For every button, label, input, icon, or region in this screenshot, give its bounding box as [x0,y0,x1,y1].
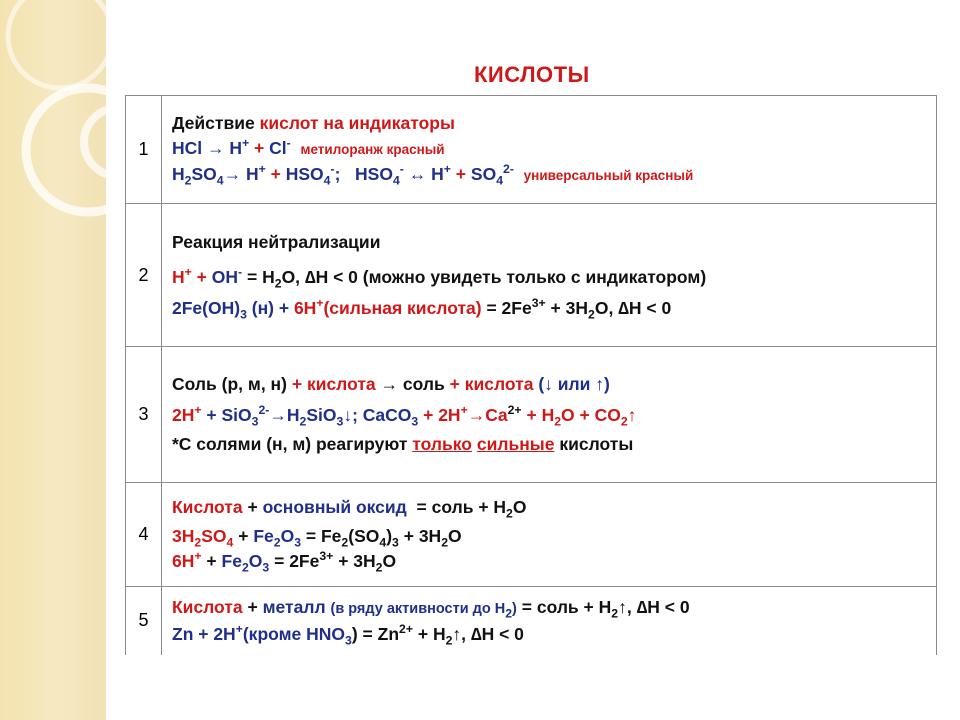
slide-title: КИСЛОТЫ [474,62,590,87]
row-number: 4 [126,483,162,587]
row-content [162,96,937,204]
row-line: *С солями (н, м) реагируют только сильные кислоты [172,434,634,454]
row-line: Действие кислот на индикаторы [172,113,455,133]
table-row [126,96,937,204]
table-row [126,347,937,483]
table-row [126,204,937,347]
row-number: 1 [126,96,162,204]
row-content [162,204,937,347]
row-line: HCl → H+ + Cl- метилоранж красный [172,136,445,158]
row-content [162,483,937,587]
row-line: Zn + 2H+(кроме $HNO_3) = Zn^{2+}$ + $H_2↑$, ∆H < 0 [172,621,524,648]
row-number: 2 [126,204,162,347]
row-number: 3 [126,347,162,483]
row-line: Кислота + основный оксид = соль + $H_2O$ [172,497,527,521]
row-line: $H^+ + OH^- = H_2O$, ∆H < 0 (можно увидеть только с индикатором) [172,264,707,290]
row-content [162,347,937,483]
row-line: Кислота + металл (в ряду активности до $H_2$) = соль + $H_2↑$, ∆H < 0 [172,596,690,621]
row-line: Реакция нейтрализации [172,231,381,252]
row-number: 5 [126,587,162,655]
row-line: $2H^+ + SiO_3^{2-}\to H_2SiO_3↓$; CaCO$_3$ + $2H^+\to Ca^{2+} + H_2O$ + $CO_2↑$ [172,403,637,429]
table-row [126,587,937,655]
row-line: $H_2SO_4\to H^+ + HSO_4^-$; $HSO_4^-$ ↔ $H^+ + SO_4^{2-}$ универсальный красный [172,162,694,188]
row-content [162,587,937,655]
row-line: $3H_2SO_4 + Fe_2O_3 = Fe_2(SO_4)_3 + 3H_2O$ [172,526,462,550]
table-row [126,483,937,587]
row-line: $6H^+ + Fe_2O_3 = 2Fe^{3+} + 3H_2O$ [172,549,397,575]
row-line: $2Fe(OH)_3$ (н) + 6H+(сильная кислота) = $2Fe^{3+} + 3H_2O$, ∆H < 0 [172,295,672,321]
acids-properties-table [125,95,937,655]
row-line: Соль (р, м, н) + кислота → соль + кислота (↓ или ↑) [172,374,610,394]
